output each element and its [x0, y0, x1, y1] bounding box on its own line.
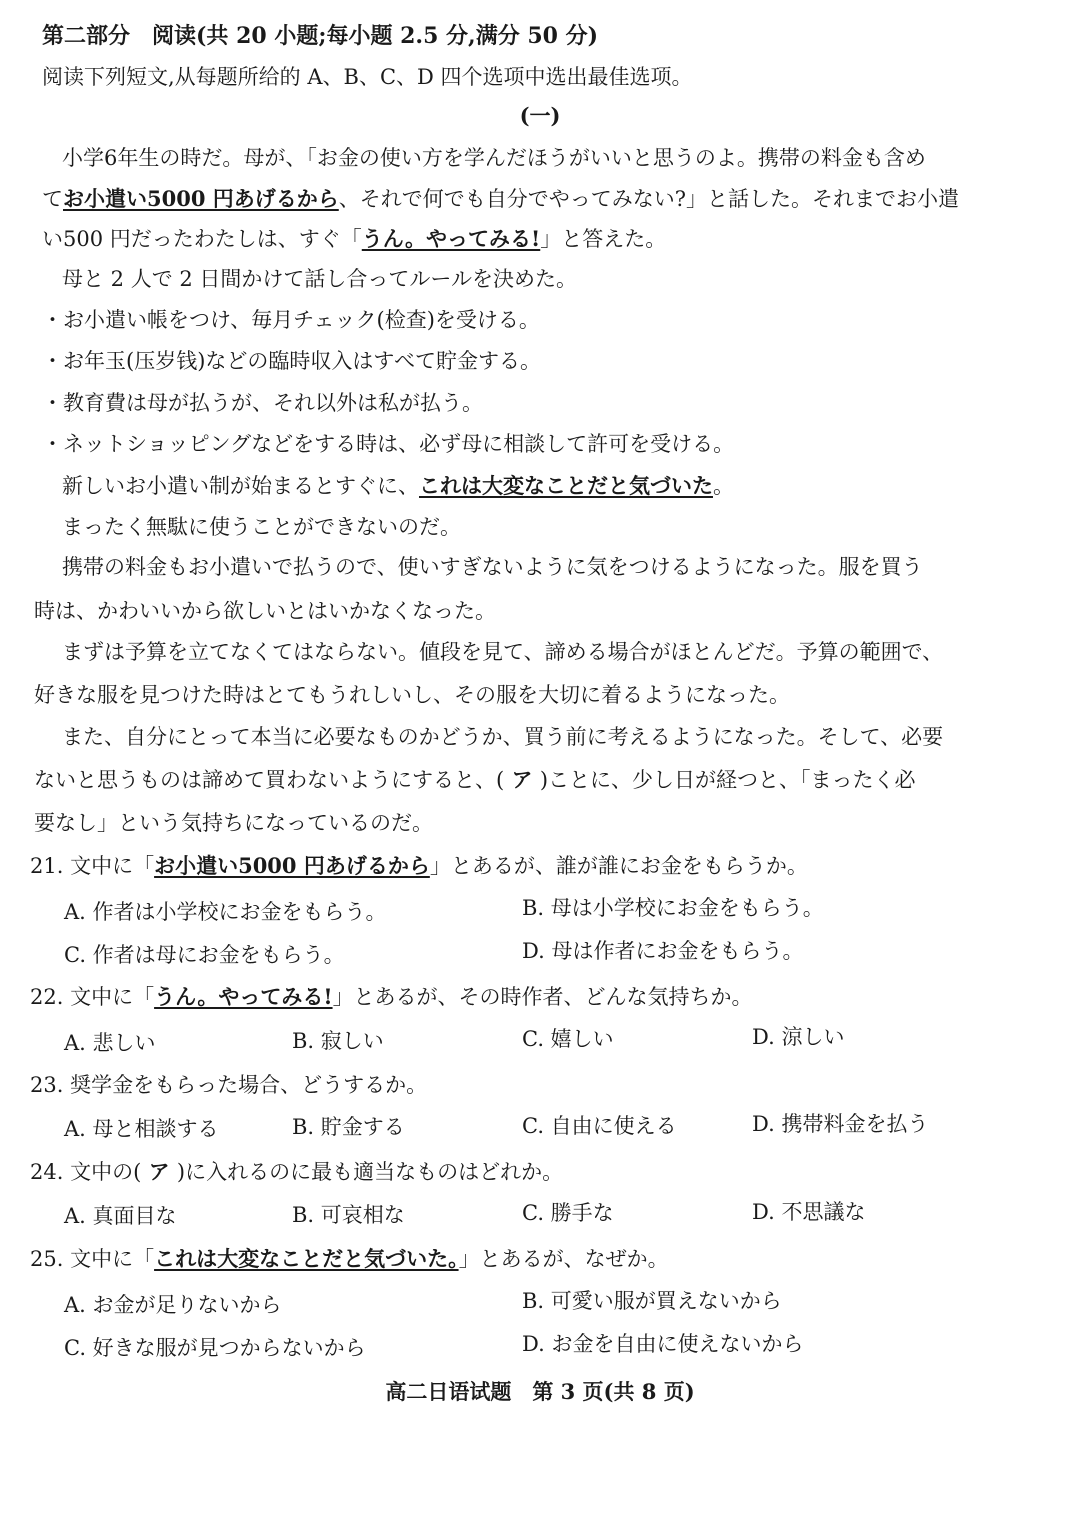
paragraph-line: まずは予算を立てなくてはならない。値段を見て、諦める場合がほとんどだ。予算の範囲で、 [62, 640, 944, 664]
paragraph-line: まったく無駄に使うことができないのだ。 [62, 515, 461, 539]
option-a[interactable]: A. お金が足りないから [64, 1293, 282, 1317]
underlined-phrase: お小遣い5000 円あげるから [154, 853, 430, 878]
paragraph-line: い500 円だったわたしは、すぐ「うん。やってみる!」と答えた。 [42, 226, 667, 251]
option-c[interactable]: C. 嬉しい [522, 1027, 614, 1051]
paragraph-line: 小学6年生の時だ。母が、「お金の使い方を学んだほうがいいと思うのよ。携帯の料金も含め [62, 146, 926, 170]
rule-item: ・ネットショッピングなどをする時は、必ず母に相談して許可を受ける。 [42, 432, 735, 456]
blank-marker: ア [141, 1159, 177, 1184]
paragraph-line: 時は、かわいいから欲しいとはいかなくなった。 [34, 599, 496, 623]
option-d[interactable]: D. 涼しい [752, 1025, 845, 1049]
option-d[interactable]: D. 携帯料金を払う [752, 1112, 929, 1136]
passage-number: (一) [519, 103, 561, 128]
paragraph-line: また、自分にとって本当に必要なものかどうか、買う前に考えるようになった。そして、必要 [62, 725, 944, 749]
option-b[interactable]: B. 寂しい [292, 1029, 384, 1053]
option-c[interactable]: C. 好きな服が見つからないから [64, 1336, 366, 1360]
section-heading: 第二部分 阅读(共 20 小题;每小题 2.5 分,满分 50 分) [42, 23, 599, 49]
option-d[interactable]: D. 母は作者にお金をもらう。 [522, 939, 804, 963]
option-a[interactable]: A. 母と相談する [64, 1117, 219, 1141]
paragraph-line: ないと思うものは諦めて買わないようにすると、( ア )ことに、少し日が経つと、「まったく必 [34, 767, 916, 792]
instruction-text: 阅读下列短文,从每题所给的 A、B、C、D 四个选项中选出最佳选项。 [42, 65, 693, 89]
rule-item: ・教育費は母が払うが、それ以外は私が払う。 [42, 391, 483, 415]
underlined-phrase: これは大変なことだと気づいた [419, 473, 713, 498]
paragraph-line: 好きな服を見つけた時はとてもうれしいし、その服を大切に着るようになった。 [34, 683, 790, 707]
option-c[interactable]: C. 自由に使える [522, 1114, 677, 1138]
option-d[interactable]: D. 不思議な [752, 1200, 866, 1224]
paragraph-line: 母と 2 人で 2 日間かけて話し合ってルールを決めた。 [62, 267, 578, 291]
underlined-phrase: お小遣い5000 円あげるから [63, 186, 339, 211]
paragraph-line: 要なし」という気持ちになっているのだ。 [34, 811, 433, 835]
question-stem: 22. 文中に「うん。やってみる!」とあるが、その時作者、どんな気持ちか。 [30, 984, 753, 1009]
option-b[interactable]: B. 可哀相な [292, 1203, 405, 1227]
underlined-phrase: うん。やってみる! [154, 984, 333, 1009]
option-c[interactable]: C. 勝手な [522, 1201, 614, 1225]
rule-item: ・お小遣い帳をつけ、毎月チェック(检查)を受ける。 [42, 308, 540, 332]
question-stem: 23. 奨学金をもらった場合、どうするか。 [30, 1073, 428, 1097]
question-stem: 21. 文中に「お小遣い5000 円あげるから」とあるが、誰が誰にお金をもらうか。 [30, 853, 808, 878]
question-stem: 25. 文中に「これは大変なことだと気づいた。」とあるが、なぜか。 [30, 1246, 669, 1271]
paragraph-line: 新しいお小遣い制が始まるとすぐに、これは大変なことだと気づいた。 [62, 473, 734, 498]
rule-item: ・お年玉(压岁钱)などの臨時収入はすべて貯金する。 [42, 349, 541, 373]
paragraph-line: 携帯の料金もお小遣いで払うので、使いすぎないように気をつけるようになった。服を買う [62, 555, 923, 579]
page-footer: 高二日语试题 第 3 页(共 8 页) [385, 1379, 695, 1404]
option-b[interactable]: B. 貯金する [292, 1115, 405, 1139]
question-stem: 24. 文中の( ア )に入れるのに最も適当なものはどれか。 [30, 1159, 564, 1184]
option-a[interactable]: A. 作者は小学校にお金をもらう。 [64, 900, 387, 924]
option-c[interactable]: C. 作者は母にお金をもらう。 [64, 943, 345, 967]
option-b[interactable]: B. 可愛い服が買えないから [522, 1289, 782, 1313]
underlined-phrase: うん。やってみる! [361, 226, 541, 251]
option-d[interactable]: D. お金を自由に使えないから [522, 1332, 804, 1356]
option-a[interactable]: A. 真面目な [64, 1204, 177, 1228]
option-b[interactable]: B. 母は小学校にお金をもらう。 [522, 896, 824, 920]
option-a[interactable]: A. 悲しい [64, 1031, 156, 1055]
blank-marker: ア [504, 767, 540, 792]
underlined-phrase: これは大変なことだと気づいた。 [154, 1246, 459, 1271]
paragraph-line: てお小遣い5000 円あげるから、それで何でも自分でやってみない?」と話した。それまでお小遣 [42, 186, 960, 211]
